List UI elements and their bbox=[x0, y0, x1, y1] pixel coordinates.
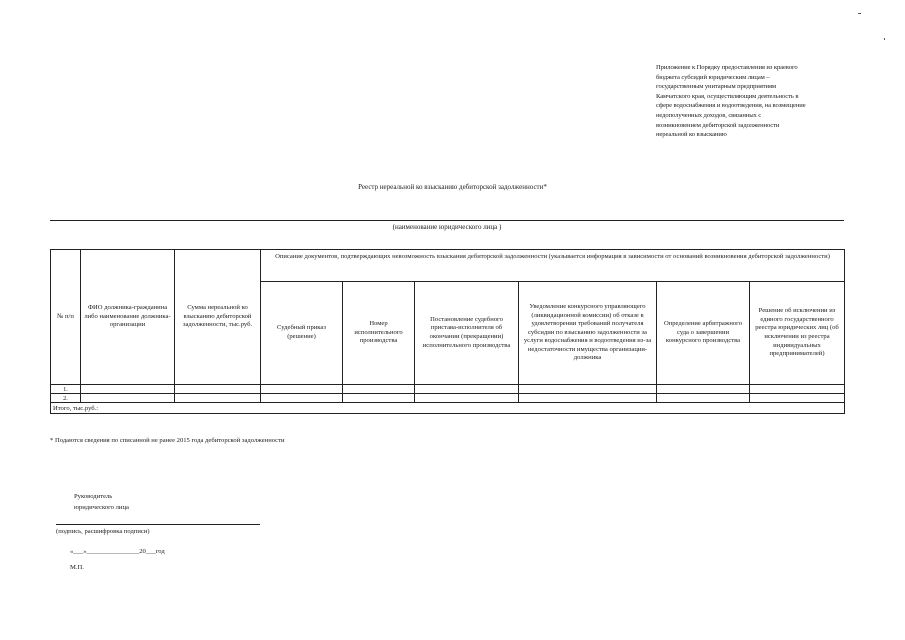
header-court-order: Судебный приказ (решение) bbox=[261, 282, 343, 385]
table-cell bbox=[750, 385, 845, 394]
table-cell bbox=[415, 394, 519, 403]
table-cell bbox=[519, 394, 657, 403]
total-row bbox=[51, 403, 845, 414]
table-cell bbox=[343, 385, 415, 394]
appendix-line: нереальной ко взысканию bbox=[656, 131, 727, 139]
appendix-line: недополученных доходов, связанных с bbox=[656, 111, 762, 119]
header-bailiff-resolution: Постановление судебного пристава-исполнителя об окончании (прекращении) исполнительного производства bbox=[415, 282, 519, 385]
table-cell bbox=[343, 394, 415, 403]
head-signature-label bbox=[74, 492, 129, 513]
table-cell bbox=[81, 385, 175, 394]
total-label: Итого, тыс.руб.: bbox=[51, 403, 845, 414]
table-cell bbox=[657, 385, 750, 394]
appendix-line: Приложение к Порядку предоставления из краевого bbox=[656, 64, 798, 71]
header-debtor-name: ФИО должника-гражданина либо наименование должника-организации bbox=[81, 250, 175, 385]
table-cell bbox=[175, 385, 261, 394]
table-row bbox=[51, 394, 845, 403]
org-name-caption: (наименование юридического лица ) bbox=[392, 223, 502, 231]
header-num: № п/п bbox=[51, 250, 81, 385]
footnote: * Подаются сведения по списанной не ранее 2015 года дебиторской задолженности bbox=[50, 437, 285, 444]
head-title: Руководитель bbox=[74, 493, 113, 500]
signature-caption: (подпись, расшифровка подписи) bbox=[56, 528, 150, 535]
signature-line bbox=[56, 524, 260, 525]
registry-table bbox=[50, 249, 845, 414]
table-cell bbox=[750, 394, 845, 403]
scan-speck bbox=[858, 13, 861, 14]
table-cell bbox=[261, 385, 343, 394]
header-arbitration-ruling: Определение арбитражного суда о завершении конкурсного производства bbox=[657, 282, 750, 385]
header-debt-sum: Сумма нереальной ко взысканию дебиторской задолженности, тыс.руб. bbox=[175, 250, 261, 385]
stamp-label: М.П. bbox=[70, 564, 84, 571]
table-cell bbox=[519, 385, 657, 394]
scan-speck bbox=[884, 38, 885, 40]
appendix-line: бюджета субсидий юридическим лицам – bbox=[656, 73, 770, 81]
table-cell bbox=[175, 394, 261, 403]
appendix-line: сфере водоснабжения и водоотведения, на возмещение bbox=[656, 102, 806, 110]
table-cell bbox=[261, 394, 343, 403]
header-documents-description: Описание документов, подтверждающих невозможность взыскания дебиторской задолженности (указывается информация в зависимости от оснований возникновения дебиторской задолженности) bbox=[261, 250, 845, 282]
org-name-line bbox=[50, 220, 844, 221]
table-cell bbox=[657, 394, 750, 403]
appendix-line: государственным унитарным предприятиям bbox=[656, 83, 776, 91]
header-enforcement-number: Номер исполнительного производства bbox=[343, 282, 415, 385]
appendix-note bbox=[656, 63, 846, 140]
document-title: Реестр нереальной ко взысканию дебиторской задолженности* bbox=[358, 183, 547, 191]
appendix-line: возникновением дебиторской задолженности bbox=[656, 121, 780, 129]
appendix-line: Камчатского края, осуществляющим деятельность в bbox=[656, 92, 799, 100]
date-field: «___»________________20___год bbox=[70, 548, 165, 555]
header-register-exclusion: Решение об исключении из единого государственного реестра юридических лиц (об исключении из реестра индивидуальных предпринимателей) bbox=[750, 282, 845, 385]
head-org: юридического лица bbox=[74, 503, 129, 511]
table-cell bbox=[415, 385, 519, 394]
table-row bbox=[51, 385, 845, 394]
row-number: 2. bbox=[51, 394, 81, 403]
table-cell bbox=[81, 394, 175, 403]
header-receiver-notice: Уведомление конкурсного управляющего (ликвидационной комиссии) об отказе в удовлетворении требований получателя субсидии по взысканию задолженности за услуги водоснабжения и водоотведения из-за недостаточности имущества организации-должника bbox=[519, 282, 657, 385]
row-number: 1. bbox=[51, 385, 81, 394]
